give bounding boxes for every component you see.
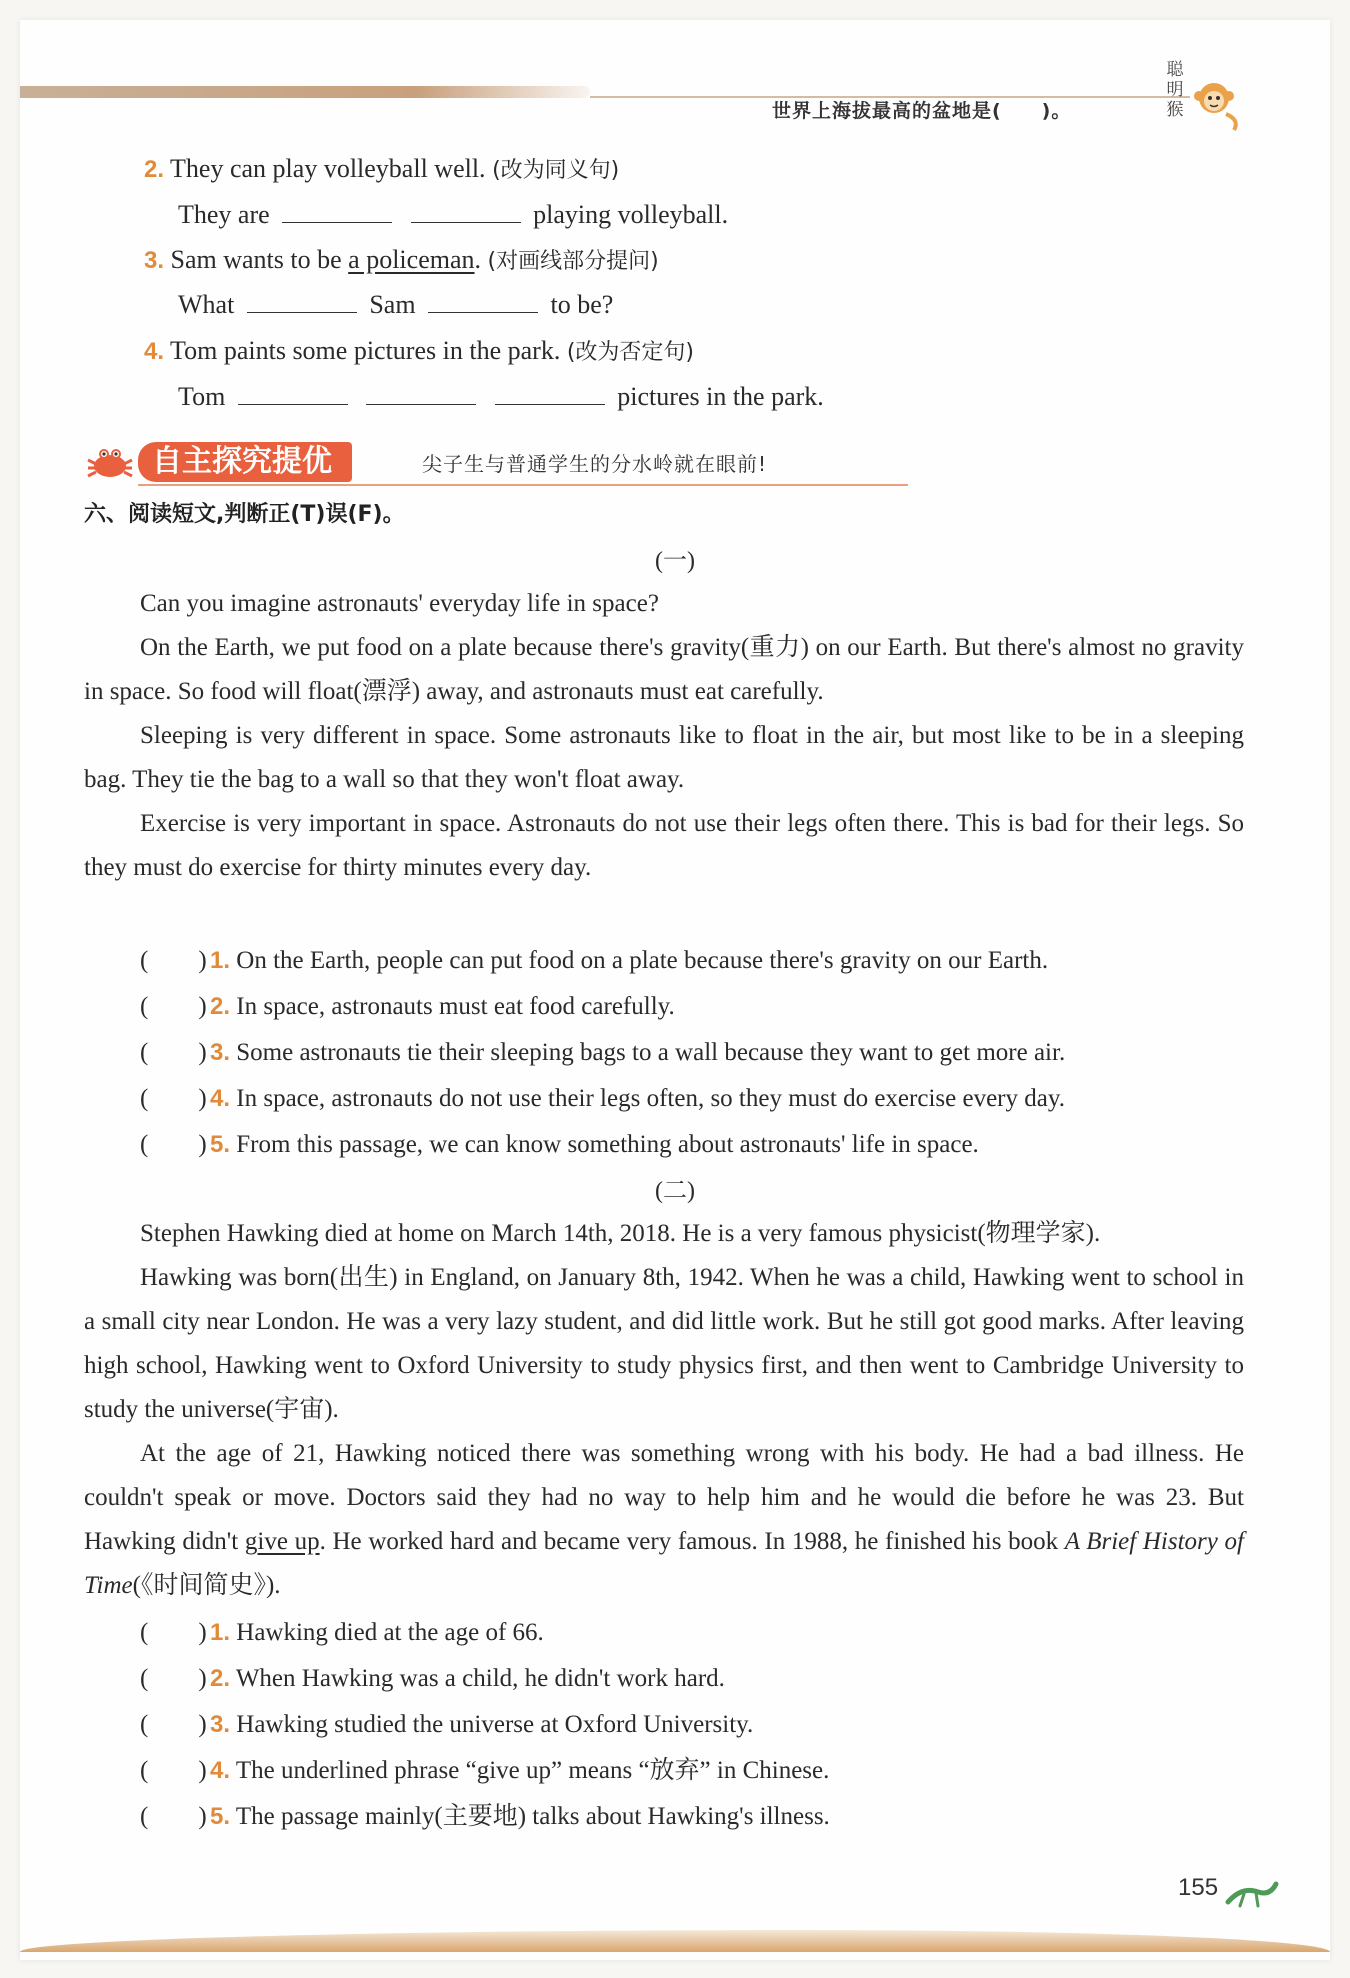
item-number: 4. <box>144 338 165 365</box>
item-number: 2. <box>144 156 165 183</box>
book-title: A Brief History of Time <box>84 1528 1244 1599</box>
question-item <box>140 1616 544 1650</box>
answer-parens[interactable]: ( ) <box>140 1131 207 1158</box>
paragraph: Stephen Hawking died at home on March 14th, 2018. He is a very famous physicist(物理学家). <box>140 1220 1101 1247</box>
question-text: Hawking died at the age of 66. <box>236 1619 544 1646</box>
banner-tagline: 尖子生与普通学生的分水岭就在眼前! <box>422 452 768 476</box>
item-prompt: They can play volleyball well. <box>170 154 486 183</box>
question-item <box>140 1036 1065 1070</box>
answer-lead: They are <box>178 200 270 229</box>
answer-blank[interactable] <box>495 382 605 405</box>
question-item <box>140 1128 979 1162</box>
paragraph-text: At the age of 21, Hawking noticed there was something wrong with his body. He had a bad illness. He couldn't speak or move. Doctors said they had no way to help him and he would die before he was 23. But Hawking didn't <box>84 1440 1244 1555</box>
answer-blank[interactable] <box>282 200 392 223</box>
monkey-icon <box>1190 76 1244 137</box>
banner-label: 自主探究提优 <box>138 442 352 482</box>
item-instruction: (改为否定句) <box>566 340 694 365</box>
page-number: 155 <box>1178 1874 1219 1901</box>
question-number: 1. <box>210 947 231 974</box>
answer-parens[interactable]: ( ) <box>140 1085 207 1112</box>
answer-parens[interactable]: ( ) <box>140 947 207 974</box>
question-number: 2. <box>210 1665 231 1692</box>
question-text: In space, astronauts must eat food carefully. <box>236 993 675 1020</box>
answer-tail: pictures in the park. <box>617 382 824 411</box>
item-prompt: Tom paints some pictures in the park. <box>170 336 561 365</box>
question-item <box>140 944 1048 978</box>
paragraph-text: . He worked hard and became very famous. In 1988, he finished his book <box>319 1528 1065 1555</box>
answer-lead: What <box>178 290 235 319</box>
section-banner <box>84 440 824 484</box>
answer-parens[interactable]: ( ) <box>140 1039 207 1066</box>
rewrite-item-4 <box>144 334 694 370</box>
paragraph <box>84 1432 1244 1608</box>
question-text: The underlined phrase “give up” means “放弃” in Chinese. <box>235 1757 830 1784</box>
lizard-icon <box>1224 1876 1280 1917</box>
answer-parens[interactable]: ( ) <box>140 993 207 1020</box>
rewrite-item-2 <box>144 152 619 188</box>
passage-2 <box>84 1212 1244 1608</box>
passage-title: (二) <box>655 1178 695 1204</box>
answer-parens[interactable]: ( ) <box>140 1757 207 1784</box>
mascot-label: 聪明猴 <box>1166 60 1184 120</box>
paragraph: On the Earth, we put food on a plate because there's gravity(重力) on our Earth. But there's almost no gravity in space. So food will float(漂浮) away, and astronauts must eat carefully. <box>84 634 1244 705</box>
question-item <box>140 990 675 1024</box>
answer-parens[interactable]: ( ) <box>140 1619 207 1646</box>
answer-tail: to be? <box>550 290 614 319</box>
question-item <box>140 1708 753 1742</box>
question-text: On the Earth, people can put food on a plate because there's gravity on our Earth. <box>236 947 1049 974</box>
question-number: 1. <box>210 1619 231 1646</box>
paragraph: Exercise is very important in space. Astronauts do not use their legs often there. This is bad for their legs. So they must do exercise for thirty minutes every day. <box>84 810 1244 881</box>
banner-underline <box>138 484 908 486</box>
question-text: Hawking studied the universe at Oxford University. <box>236 1711 754 1738</box>
underlined-phrase: a policeman <box>348 245 475 274</box>
rewrite-answer-2 <box>178 198 728 232</box>
answer-parens[interactable]: ( ) <box>140 1711 207 1738</box>
question-number: 3. <box>210 1711 231 1738</box>
item-instruction: (改为同义句) <box>492 158 620 183</box>
question-text: When Hawking was a child, he didn't work hard. <box>235 1665 725 1692</box>
question-number: 3. <box>210 1039 231 1066</box>
item-prompt: Sam wants to be <box>170 245 349 274</box>
answer-parens[interactable]: ( ) <box>140 1803 207 1830</box>
answer-blank[interactable] <box>238 382 348 405</box>
passage-1 <box>84 582 1244 890</box>
question-text: The passage mainly(主要地) talks about Hawking's illness. <box>235 1803 830 1830</box>
paragraph-text: (《时间简史》). <box>132 1572 281 1599</box>
item-prompt-end: . <box>474 245 482 274</box>
answer-parens[interactable]: ( ) <box>140 1665 207 1692</box>
rewrite-answer-4 <box>178 380 824 414</box>
question-item <box>140 1082 1065 1116</box>
item-instruction: (对画线部分提问) <box>487 249 659 274</box>
question-text: In space, astronauts do not use their legs often, so they must do exercise every day. <box>236 1085 1065 1112</box>
answer-blank[interactable] <box>366 382 476 405</box>
question-item <box>140 1754 829 1788</box>
section-heading: 六、阅读短文,判断正(T)误(F)。 <box>84 502 405 527</box>
item-number: 3. <box>144 247 165 274</box>
rewrite-item-3 <box>144 243 659 279</box>
answer-blank[interactable] <box>247 290 357 313</box>
crab-icon <box>84 440 136 489</box>
paragraph: Hawking was born(出生) in England, on January 8th, 1942. When he was a child, Hawking went to school in a small city near London. He was a very lazy student, and did little work. But he still got good marks. After leaving high school, Hawking went to Oxford University to study physics first, and then went to Cambridge University to study the universe(宇宙). <box>84 1264 1244 1423</box>
question-number: 4. <box>210 1085 231 1112</box>
answer-tail: playing volleyball. <box>533 200 729 229</box>
answer-blank[interactable] <box>428 290 538 313</box>
question-number: 4. <box>210 1757 231 1784</box>
question-number: 5. <box>210 1131 231 1158</box>
underlined-phrase: give up <box>244 1528 320 1555</box>
question-number: 5. <box>210 1803 231 1830</box>
paragraph: Sleeping is very different in space. Some astronauts like to float in the air, but most like to be in a sleeping bag. They tie the bag to a wall so that they won't float away. <box>84 722 1244 793</box>
question-item <box>140 1800 830 1834</box>
question-text: Some astronauts tie their sleeping bags to a wall because they want to get more air. <box>236 1039 1066 1066</box>
answer-blank[interactable] <box>411 200 521 223</box>
answer-lead: Tom <box>178 382 226 411</box>
header-quiz: 世界上海拔最高的盆地是( )。 <box>772 100 1072 122</box>
passage-title: (一) <box>655 548 695 574</box>
question-number: 2. <box>210 993 231 1020</box>
question-text: From this passage, we can know something about astronauts' life in space. <box>236 1131 979 1158</box>
question-item <box>140 1662 725 1696</box>
answer-mid: Sam <box>369 290 416 319</box>
paragraph: Can you imagine astronauts' everyday life in space? <box>140 590 659 617</box>
rewrite-answer-3 <box>178 288 613 322</box>
header-decor-bar <box>20 86 590 98</box>
